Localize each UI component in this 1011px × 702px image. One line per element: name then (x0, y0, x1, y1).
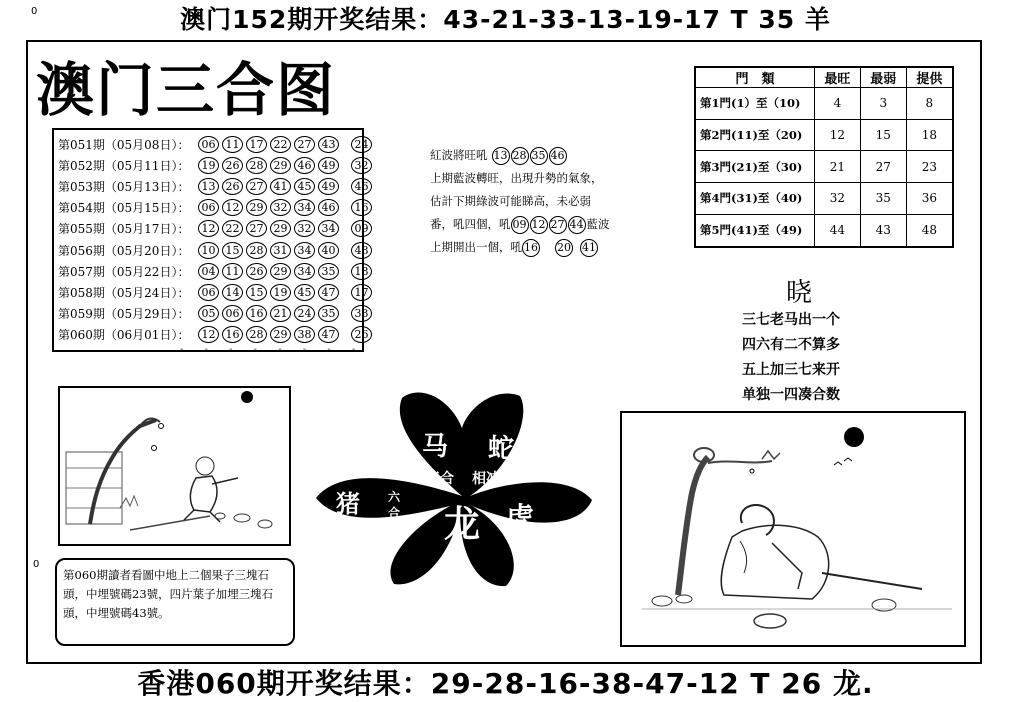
history-period-label: 第060期（06月01日）： (58, 328, 190, 343)
wave-num: 28 (511, 147, 529, 165)
reader-note-text: 第060期讀者看圖中地上二個果子三塊石頭，中埋號碼23號，四片葉子加埋三塊石頭，中埋號碼43號。 (63, 568, 274, 620)
history-number: 14 (222, 284, 243, 301)
history-row (58, 240, 375, 260)
poem-line: 单独一四凑合数 (742, 387, 840, 403)
history-period-label: 第057期（05月22日）： (58, 264, 190, 279)
child-tree-illustration (58, 386, 291, 546)
history-number: 29 (270, 326, 291, 343)
history-period-label: 第059期（05月29日）： (58, 307, 190, 322)
door-range-cell: 第5門(41)至（49) (695, 214, 815, 247)
history-number: 34 (294, 199, 315, 216)
history-number: 22 (270, 136, 291, 153)
history-number: 15 (246, 284, 267, 301)
history-number: 12 (198, 326, 219, 343)
history-number: 31 (270, 242, 291, 259)
col-header-door: 門 類 (695, 67, 815, 88)
history-row (58, 282, 375, 302)
wave-num: 13 (492, 147, 510, 165)
history-number: 47 (318, 326, 339, 343)
history-number: 35 (318, 305, 339, 322)
wave-num: 16 (522, 239, 540, 257)
col-header-coldest: 最弱 (860, 67, 906, 88)
history-number: 13 (198, 178, 219, 195)
history-period-label: 第058期（05月24日）： (58, 285, 190, 300)
zodiac-tiger: 虎 (506, 501, 535, 534)
history-number: 19 (198, 157, 219, 174)
door-value-cell: 4 (815, 88, 861, 120)
history-special-number: 09 (351, 220, 372, 237)
history-period-label: 第051期（05月08日）： (58, 137, 190, 152)
history-number: 34 (294, 263, 315, 280)
history-number: 34 (294, 242, 315, 259)
door-value-cell: 21 (815, 151, 861, 183)
wave-line5-text: 上期開出一個，吼 (430, 240, 522, 254)
history-number: 41 (270, 178, 291, 195)
history-number: 12 (222, 199, 243, 216)
history-row (58, 134, 375, 154)
history-row (58, 325, 375, 345)
history-number: 46 (294, 157, 315, 174)
col-header-provided: 提供 (906, 67, 953, 88)
history-number: 40 (318, 242, 339, 259)
door-value-cell: 3 (860, 88, 906, 120)
door-range-cell: 第3門(21)至（30) (695, 151, 815, 183)
history-number: 06 (198, 284, 219, 301)
history-number: 28 (246, 242, 267, 259)
history-row (58, 261, 375, 281)
history-number: 21 (270, 305, 291, 322)
table-row (695, 88, 953, 120)
col-header-hottest: 最旺 (815, 67, 861, 88)
door-value-cell: 48 (906, 214, 953, 247)
history-row (58, 176, 375, 196)
zodiac-dragon: 龙 (444, 504, 481, 545)
history-number: 27 (246, 220, 267, 237)
history-number: 29 (270, 220, 291, 237)
history-special-number: 18 (351, 263, 372, 280)
wave-num: 44 (568, 216, 586, 234)
history-number: 45 (294, 284, 315, 301)
history-number: 05 (198, 305, 219, 322)
zodiac-horse: 马 (422, 432, 449, 462)
zodiac-pig: 猪 (336, 490, 360, 518)
history-period-label: 第053期（05月13日）： (58, 179, 190, 194)
history-period-label: 第056期（05月20日）： (58, 243, 190, 258)
door-value-cell: 23 (906, 151, 953, 183)
history-period-label: 第052期（05月11日）： (58, 158, 190, 173)
wave-line-3: 估計下期綠波可能睇高，未必弱 (430, 194, 591, 208)
history-number: 27 (246, 178, 267, 195)
history-row (58, 219, 375, 239)
history-row (58, 155, 375, 175)
history-number: 06 (222, 305, 243, 322)
door-stats-table (694, 66, 954, 248)
xiao-character: 晓 (786, 278, 813, 308)
history-special-number: 33 (351, 305, 372, 322)
history-special-number: 48 (351, 242, 372, 259)
riddle-poem (742, 308, 840, 408)
history-number: 38 (294, 326, 315, 343)
door-value-cell: 12 (815, 119, 861, 151)
table-header-row (695, 67, 953, 88)
door-value-cell: 27 (860, 151, 906, 183)
history-special-number: 32 (351, 157, 372, 174)
wave-line1-text: 紅波將旺吼 (430, 148, 488, 162)
history-number: 29 (246, 199, 267, 216)
poem-line: 四六有二不算多 (742, 337, 840, 353)
history-number: 06 (198, 199, 219, 216)
history-number: 11 (222, 263, 243, 280)
history-number: 06 (198, 136, 219, 153)
history-number: 28 (246, 157, 267, 174)
wave-num: 12 (530, 216, 548, 234)
wave-num: 46 (549, 147, 567, 165)
page-title: 澳门三合图 (36, 56, 337, 124)
table-row (695, 183, 953, 215)
history-number: 45 (294, 178, 315, 195)
top-corner-mark: 0 (31, 6, 38, 17)
old-man-drawing (622, 413, 964, 645)
door-value-cell: 8 (906, 88, 953, 120)
label-he: 合 (388, 506, 401, 520)
history-number: 32 (270, 199, 291, 216)
wave-num: 41 (580, 239, 598, 257)
history-period-label: 第055期（05月17日）： (58, 222, 190, 237)
door-value-cell: 18 (906, 119, 953, 151)
wave-line4-text-a: 番，吼四個，吼 (430, 217, 511, 231)
door-value-cell: 43 (860, 214, 906, 247)
wave-forecast (430, 144, 630, 259)
history-number: 29 (270, 263, 291, 280)
table-row (695, 151, 953, 183)
history-number: 16 (222, 326, 243, 343)
door-range-cell: 第2門(11)至（20) (695, 119, 815, 151)
history-number: 43 (318, 136, 339, 153)
reader-note-box (55, 558, 295, 646)
child-tree-drawing (60, 388, 289, 544)
history-number: 12 (198, 220, 219, 237)
door-value-cell: 32 (815, 183, 861, 215)
wave-num: 27 (549, 216, 567, 234)
history-number: 16 (246, 305, 267, 322)
wave-line-1 (430, 144, 630, 167)
poem-line: 三七老马出一个 (742, 312, 840, 328)
history-number: 27 (294, 136, 315, 153)
wave-line-2: 上期藍波轉旺，出現升勢的氣象， (430, 171, 603, 185)
history-number: 26 (246, 263, 267, 280)
history-number: 11 (222, 136, 243, 153)
history-number: 49 (318, 178, 339, 195)
side-corner-mark: 0 (33, 559, 40, 570)
wave-num: 09 (511, 216, 529, 234)
history-number: 22 (222, 220, 243, 237)
history-special-number: 17 (351, 284, 372, 301)
history-special-number: 26 (351, 326, 372, 343)
history-number: 04 (198, 263, 219, 280)
label-xiangchong: 相冲 (472, 471, 500, 487)
wave-line-4 (430, 213, 630, 236)
history-number: 29 (270, 157, 291, 174)
wave-num: 35 (530, 147, 548, 165)
history-number: 24 (294, 305, 315, 322)
history-number: 46 (318, 199, 339, 216)
history-row (58, 198, 375, 218)
door-value-cell: 35 (860, 183, 906, 215)
zodiac-flower-graphic (310, 388, 600, 588)
history-number: 35 (318, 263, 339, 280)
label-sanhe: 三合 (426, 471, 454, 487)
old-man-illustration (620, 411, 966, 647)
poem-line: 五上加三七来开 (742, 362, 840, 378)
wave-line-5 (430, 236, 630, 259)
history-number: 19 (270, 284, 291, 301)
table-row (695, 214, 953, 247)
history-dashes: - - - - - - - - (180, 344, 365, 355)
history-number: 15 (222, 242, 243, 259)
top-result-banner: 澳门152期开奖结果：43-21-33-13-19-17 T 35 羊 (180, 5, 831, 34)
door-range-cell: 第4門(31)至（40) (695, 183, 815, 215)
table-row (695, 119, 953, 151)
door-value-cell: 15 (860, 119, 906, 151)
history-number: 32 (294, 220, 315, 237)
history-period-label: 第054期（05月15日）： (58, 201, 190, 216)
history-number: 47 (318, 284, 339, 301)
history-special-number: 46 (351, 178, 372, 195)
history-number: 49 (318, 157, 339, 174)
label-liu: 六 (388, 490, 401, 504)
history-box (52, 128, 369, 352)
history-row (58, 304, 375, 324)
history-number: 17 (246, 136, 267, 153)
door-value-cell: 36 (906, 183, 953, 215)
history-number: 34 (318, 220, 339, 237)
door-value-cell: 44 (815, 214, 861, 247)
zodiac-snake: 蛇 (488, 434, 515, 464)
history-number: 28 (246, 326, 267, 343)
history-special-number: 24 (351, 136, 372, 153)
history-number: 26 (222, 178, 243, 195)
wave-num: 20 (555, 239, 573, 257)
door-range-cell: 第1門(1）至（10) (695, 88, 815, 120)
history-number: 10 (198, 242, 219, 259)
wave-line4-text-b: 藍波 (586, 217, 610, 231)
history-special-number: 16 (351, 199, 372, 216)
history-number: 26 (222, 157, 243, 174)
bottom-result-banner: 香港060期开奖结果：29-28-16-38-47-12 T 26 龙. (137, 667, 874, 700)
